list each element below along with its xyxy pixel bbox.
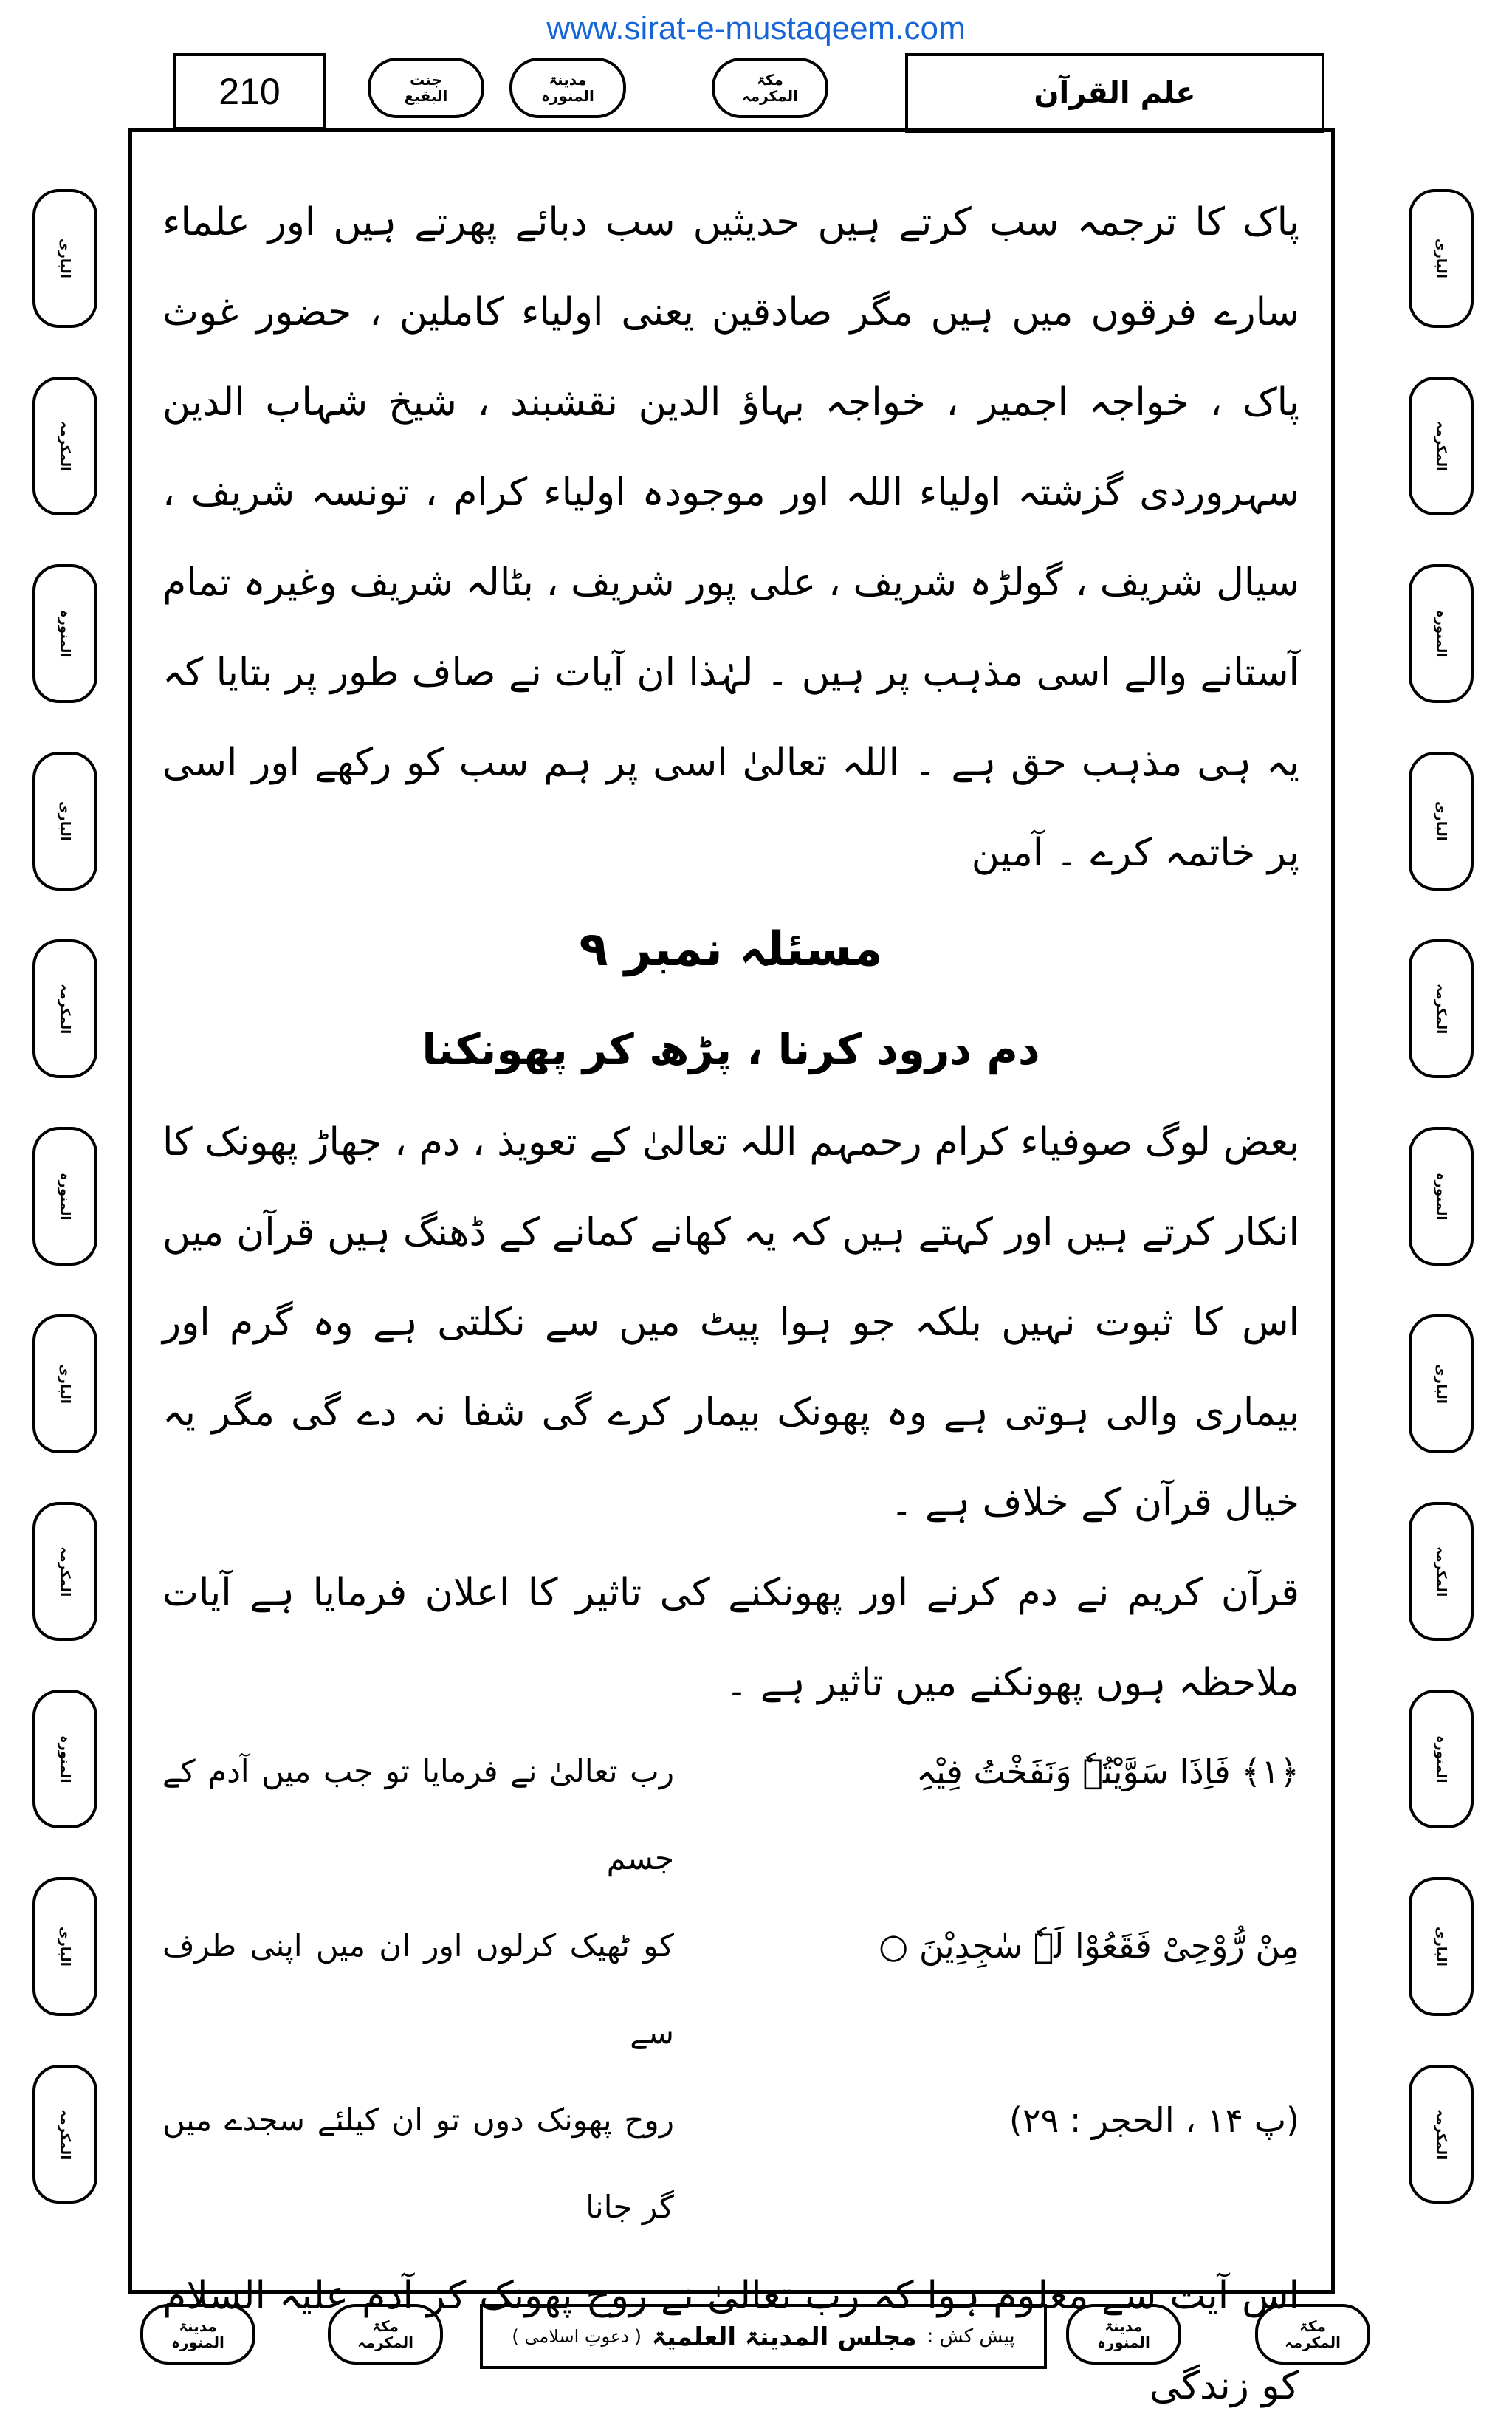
side-badge: الباری: [32, 1877, 97, 2016]
side-badge: الباری: [1409, 1314, 1474, 1453]
paragraph-4: اس آیت سے معلوم ہوا کہ رب تعالیٰ نے روح پھونک کر آدم علیہ السلام کو زندگی: [162, 2274, 1299, 2408]
side-badge: المنورہ: [32, 1127, 97, 1266]
side-badge: الباری: [32, 189, 97, 328]
seal-makkah: [712, 58, 828, 118]
seal-madinah: [509, 58, 626, 118]
seal-line: المکرمہ: [357, 2334, 413, 2351]
verse-translation: روح پھونک دوں تو ان کیلئے سجدے میں گر جانا: [162, 2102, 674, 2225]
side-badge: المکرمہ: [1409, 2065, 1474, 2204]
verse-reference: (پ ۱۴ ، الحجر : ۲۹): [1008, 2100, 1299, 2140]
masala-heading: مسئلہ نمبر ۹: [579, 922, 883, 977]
footer-seal: [140, 2304, 255, 2365]
verse-translation: رب تعالیٰ نے فرمایا تو جب میں آدم کے جسم: [162, 1753, 674, 1876]
presenter-name: مجلس المدینۃ العلمیۃ: [651, 2322, 917, 2352]
side-badge: المکرمہ: [32, 939, 97, 1078]
side-badge: المکرمہ: [32, 2065, 97, 2204]
page-header: [173, 53, 1324, 130]
side-badge: الباری: [1409, 189, 1474, 328]
presenter-box: [480, 2304, 1047, 2369]
book-title: علم القرآن: [905, 53, 1324, 133]
left-badge-column: [32, 189, 103, 2252]
seal-line: مدینۃ: [549, 71, 587, 89]
seal-line: مکۃ: [757, 71, 783, 89]
side-badge: المنورہ: [1409, 564, 1474, 703]
side-badge: الباری: [1409, 1877, 1474, 2016]
presenter-note: ( دعوتِ اسلامی ): [512, 2326, 642, 2347]
side-badge: المنورہ: [1409, 1127, 1474, 1266]
side-badge: الباری: [1409, 752, 1474, 891]
side-badge: المکرمہ: [32, 377, 97, 515]
side-badge: المنورہ: [1409, 1690, 1474, 1828]
seal-line: المکرمہ: [742, 87, 798, 105]
seal-line: مکۃ: [1299, 2317, 1326, 2335]
verse-row: [162, 2077, 1299, 2251]
site-url[interactable]: www.sirat-e-mustaqeem.com: [546, 10, 966, 47]
side-badge: الباری: [32, 752, 97, 891]
seal-line: المکرمہ: [1285, 2334, 1341, 2351]
side-badge: المکرمہ: [1409, 1502, 1474, 1641]
side-badge: المکرمہ: [32, 1502, 97, 1641]
page-content: [162, 177, 1299, 2431]
page-footer: [140, 2304, 1373, 2372]
seal-line: المنورہ: [541, 87, 594, 105]
verse-arabic: ﴿۱﴾ فَاِذَا سَوَّیْتُہٗ وَنَفَخْتُ فِیْہِ: [916, 1752, 1299, 1791]
page-number: 210: [173, 53, 326, 130]
paragraph-3: قرآن کریم نے دم کرنے اور پھونکنے کی تاثیر کا اعلان فرمایا ہے آیات ملاحظہ ہوں پھونکنے میں تاثیر ہے ۔: [162, 1571, 1299, 1705]
verse-row: [162, 1902, 1299, 2077]
right-badge-column: [1409, 189, 1480, 2252]
footer-seal: [1066, 2304, 1181, 2365]
paragraph-2: بعض لوگ صوفیاء کرام رحمہم اللہ تعالیٰ کے تعویذ ، دم ، جھاڑ پھونک کا انکار کرتے ہیں اور کہتے ہیں کہ یہ کھانے کمانے کے ڈھنگ ہیں قرآن میں اس کا ثبوت نہیں بلکہ جو ہوا پیٹ میں سے نکلتی ہے وہ گرم اور بیماری والی ہوتی ہے وہ پھونک بیمار کرے گی شفا نہ دے گی مگر یہ خیال قرآن کے خلاف ہے ۔: [162, 1120, 1299, 1525]
side-badge: المنورہ: [32, 1690, 97, 1828]
seal-line: البقیع: [404, 87, 448, 105]
footer-seal: [1255, 2304, 1370, 2365]
section-subheading: دم درود کرنا ، پڑھ کر پھونکنا: [422, 1024, 1040, 1074]
presenter-label: پیش کش :: [927, 2325, 1015, 2348]
verse-translation: کو ٹھیک کرلوں اور ان میں اپنی طرف سے: [162, 1927, 674, 2051]
side-badge: المکرمہ: [1409, 939, 1474, 1078]
side-badge: الباری: [32, 1314, 97, 1453]
seal-jannat-baqi: [368, 58, 484, 118]
seal-line: مدینۃ: [179, 2317, 217, 2335]
paragraph-1: پاک کا ترجمہ سب کرتے ہیں حدیثیں سب دبائے پھرتے ہیں اور علماء سارے فرقوں میں ہیں مگر صادقین یعنی اولیاء کاملین ، حضور غوث پاک ، خواجہ اجمیر ، خواجہ بہاؤ الدین نقشبند ، شیخ شہاب الدین سہروردی گزشتہ اولیاء اللہ اور موجودہ اولیاء کرام ، تونسہ شریف ، سیال شریف ، گولڑہ شریف ، علی پور شریف ، بٹالہ شریف وغیرہ تمام آستانے والے اسی مذہب پر ہیں ۔ لہٰذا ان آیات نے صاف طور پر بتایا کہ یہ ہی مذہب حق ہے ۔ اللہ تعالیٰ اسی پر ہم سب کو رکھے اور اسی پر خاتمہ کرے ۔ آمین: [162, 200, 1299, 875]
verse-arabic: مِنْ رُّوْحِیْ فَقَعُوْا لَہٗ سٰجِدِیْنَ ○: [879, 1926, 1299, 1966]
seal-line: مدینۃ: [1104, 2317, 1143, 2335]
seal-line: جنت: [410, 71, 442, 89]
side-badge: المکرمہ: [1409, 377, 1474, 515]
side-badge: المنورہ: [32, 564, 97, 703]
seal-line: المنورہ: [1097, 2334, 1150, 2351]
seal-line: المنورہ: [171, 2334, 224, 2351]
verse-row: [162, 1728, 1299, 1902]
footer-seal: [328, 2304, 443, 2365]
seal-line: مکۃ: [372, 2317, 399, 2335]
